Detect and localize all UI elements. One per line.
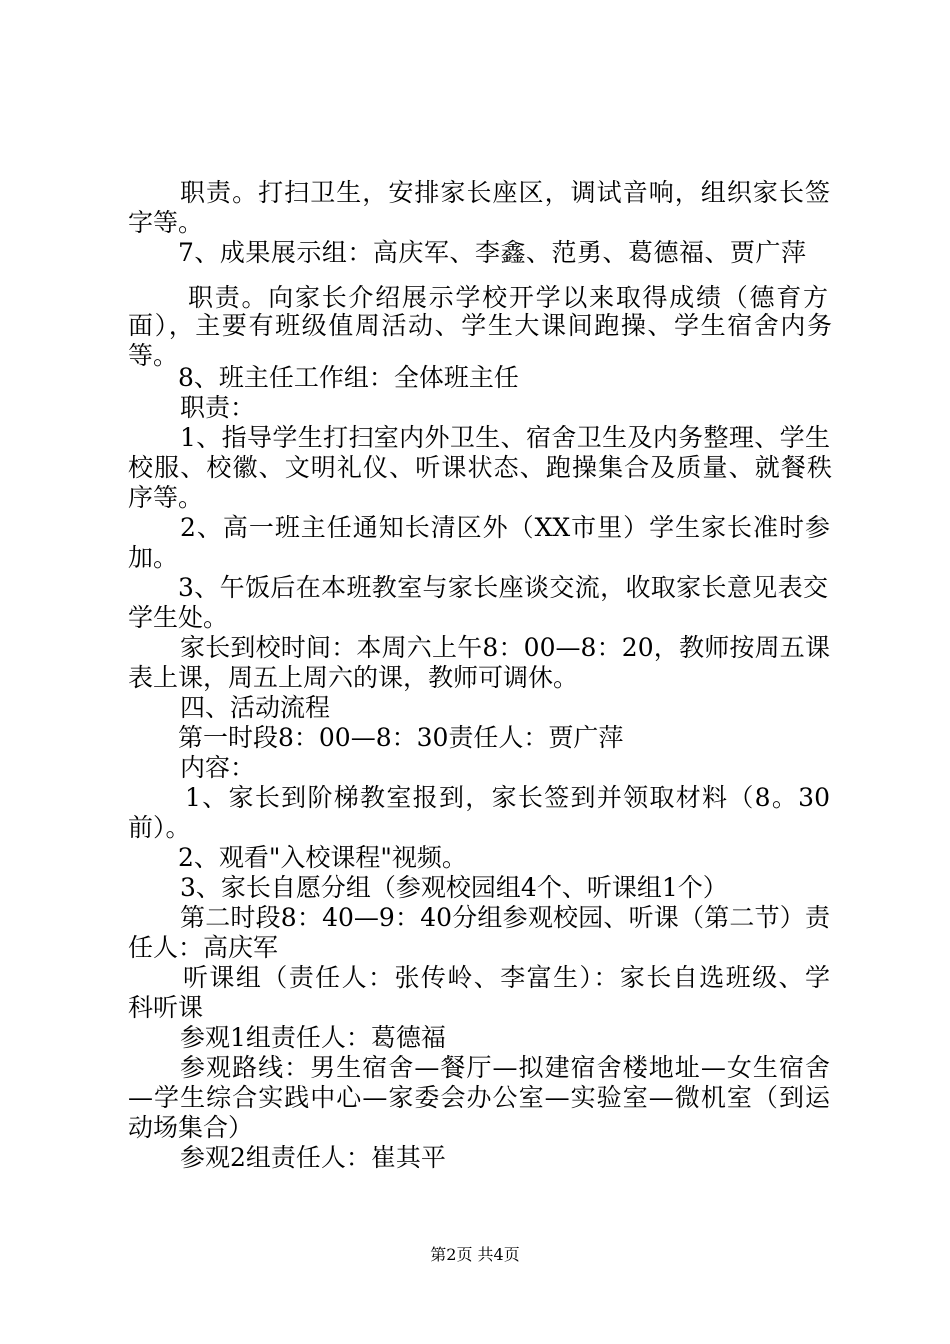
text-line: 2、高一班主任通知长清区外（XX市里）学生家长准时参 [180, 513, 830, 542]
text-line: 职责。打扫卫生，安排家长座区，调试音响，组织家长签 [180, 178, 830, 207]
text-line: 字等。 [128, 208, 204, 237]
text-line: 家长到校时间：本周六上午8：00—8：20，教师按周五课 [180, 633, 830, 662]
text-line: 3、家长自愿分组（参观校园组4个、听课组1个） [180, 873, 728, 902]
text-line: 1、指导学生打扫室内外卫生、宿舍卫生及内务整理、学生 [180, 423, 830, 452]
text-line: 2、观看"入校课程"视频。 [178, 843, 467, 872]
text-line: 参观2组责任人：崔其平 [180, 1143, 446, 1172]
text-line: 1、家长到阶梯教室报到，家长签到并领取材料（8。30 [185, 783, 830, 812]
text-line: 第二时段8：40—9：40分组参观校园、听课（第二节）责 [180, 903, 830, 932]
text-line: 8、班主任工作组：全体班主任 [178, 363, 519, 392]
text-line: 任人：高庆军 [128, 933, 279, 962]
text-line: 参观路线：男生宿舍—餐厅—拟建宿舍楼地址—女生宿舍 [180, 1053, 830, 1082]
page-footer: 第2页 共4页 [430, 1245, 520, 1264]
text-line: 参观1组责任人：葛德福 [180, 1023, 446, 1052]
text-line: 序等。 [128, 483, 204, 512]
text-line: 面），主要有班级值周活动、学生大课间跑操、学生宿舍内务 [128, 311, 832, 340]
text-line: 第一时段8：00—8：30责任人：贾广萍 [178, 723, 624, 752]
text-line: 四、活动流程 [180, 693, 331, 722]
text-line: 内容： [180, 753, 256, 782]
text-line: 加。 [128, 543, 179, 572]
text-line: 校服、校徽、文明礼仪、听课状态、跑操集合及质量、就餐秩 [128, 453, 832, 482]
text-line: 听课组（责任人：张传岭、李富生）：家长自选班级、学 [183, 963, 830, 992]
text-line: 表上课，周五上周六的课，教师可调休。 [128, 663, 579, 692]
text-line: 科听课 [128, 993, 204, 1022]
text-line: 职责： [180, 393, 256, 422]
text-line: 等。 [128, 341, 179, 370]
text-line: —学生综合实践中心—家委会办公室—实验室—微机室（到运 [128, 1083, 830, 1112]
text-line: 职责。向家长介绍展示学校开学以来取得成绩（德育方 [188, 283, 828, 312]
text-line: 前）。 [128, 813, 191, 842]
text-line: 7、成果展示组：高庆军、李鑫、范勇、葛德福、贾广萍 [178, 238, 806, 267]
text-line: 学生处。 [128, 603, 229, 632]
text-line: 3、午饭后在本班教室与家长座谈交流，收取家长意见表交 [178, 573, 828, 602]
text-line: 动场集合） [128, 1113, 254, 1142]
